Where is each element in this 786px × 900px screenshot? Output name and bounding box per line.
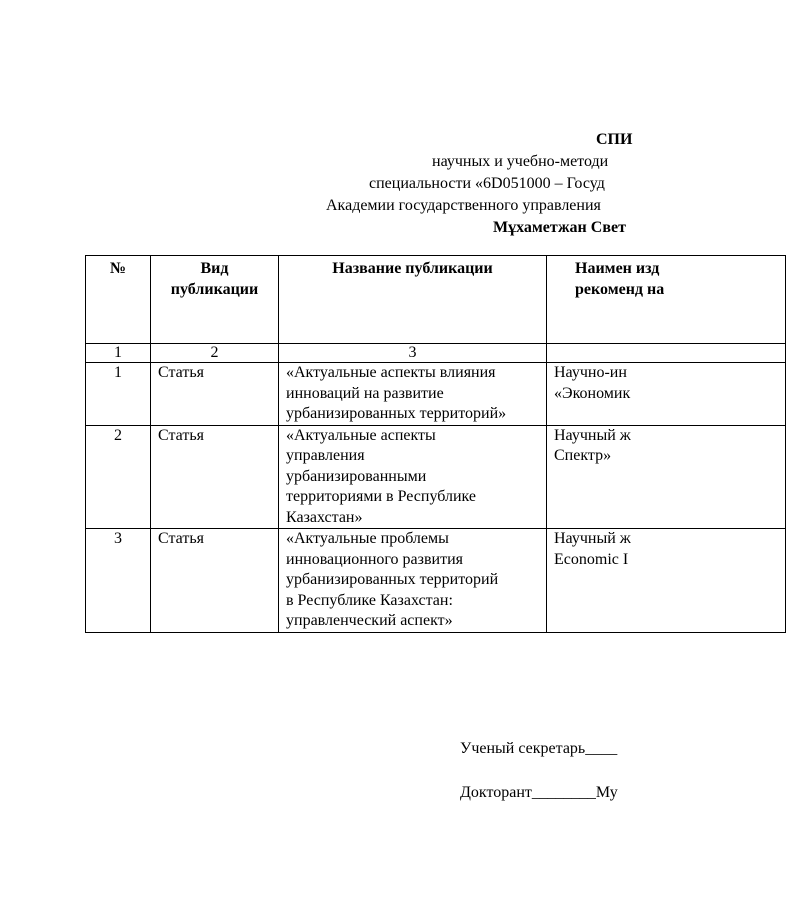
index-cell bbox=[547, 344, 786, 363]
row-number: 3 bbox=[86, 529, 151, 633]
publication-title: «Актуальные аспекты влияния инноваций на развитие урбанизированных территорий» bbox=[279, 363, 547, 426]
header-publisher: Наимен изд рекоменд на bbox=[547, 256, 786, 344]
publication-type: Статья bbox=[151, 425, 279, 529]
table-row bbox=[86, 529, 786, 633]
index-cell: 2 bbox=[151, 344, 279, 363]
subtitle-line-3: Академии государственного управления bbox=[326, 197, 601, 214]
document-title: СПИ bbox=[596, 131, 633, 148]
secretary-signature: Ученый секретарь____ bbox=[460, 740, 618, 757]
publication-title: «Актуальные аспекты управления урбанизированными территориями в Республике Казахстан» bbox=[279, 425, 547, 529]
row-number: 1 bbox=[86, 363, 151, 426]
subtitle-line-2: специальности «6D051000 – Госуд bbox=[369, 175, 605, 192]
index-cell: 3 bbox=[279, 344, 547, 363]
publisher: Научно-ин «Экономик bbox=[547, 363, 786, 426]
doctoral-signature: Докторант________Му bbox=[460, 784, 618, 801]
table-row bbox=[86, 363, 786, 426]
row-number: 2 bbox=[86, 425, 151, 529]
index-cell: 1 bbox=[86, 344, 151, 363]
header-number: № bbox=[86, 256, 151, 344]
publication-type: Статья bbox=[151, 529, 279, 633]
column-index-row bbox=[86, 344, 786, 363]
subtitle-line-1: научных и учебно-методи bbox=[432, 153, 609, 170]
table-header-row bbox=[86, 256, 786, 344]
publications-table bbox=[85, 255, 786, 633]
publication-type: Статья bbox=[151, 363, 279, 426]
author-name: Мұхаметжан Свет bbox=[493, 219, 626, 236]
publisher: Научный ж Спектр» bbox=[547, 425, 786, 529]
header-publication-type: Вид публикации bbox=[151, 256, 279, 344]
publication-title: «Актуальные проблемы инновационного развития урбанизированных территорий в Республике Казахстан: управленческий аспект» bbox=[279, 529, 547, 633]
header-publication-title: Название публикации bbox=[279, 256, 547, 344]
publisher: Научный ж Economic I bbox=[547, 529, 786, 633]
table-row bbox=[86, 425, 786, 529]
